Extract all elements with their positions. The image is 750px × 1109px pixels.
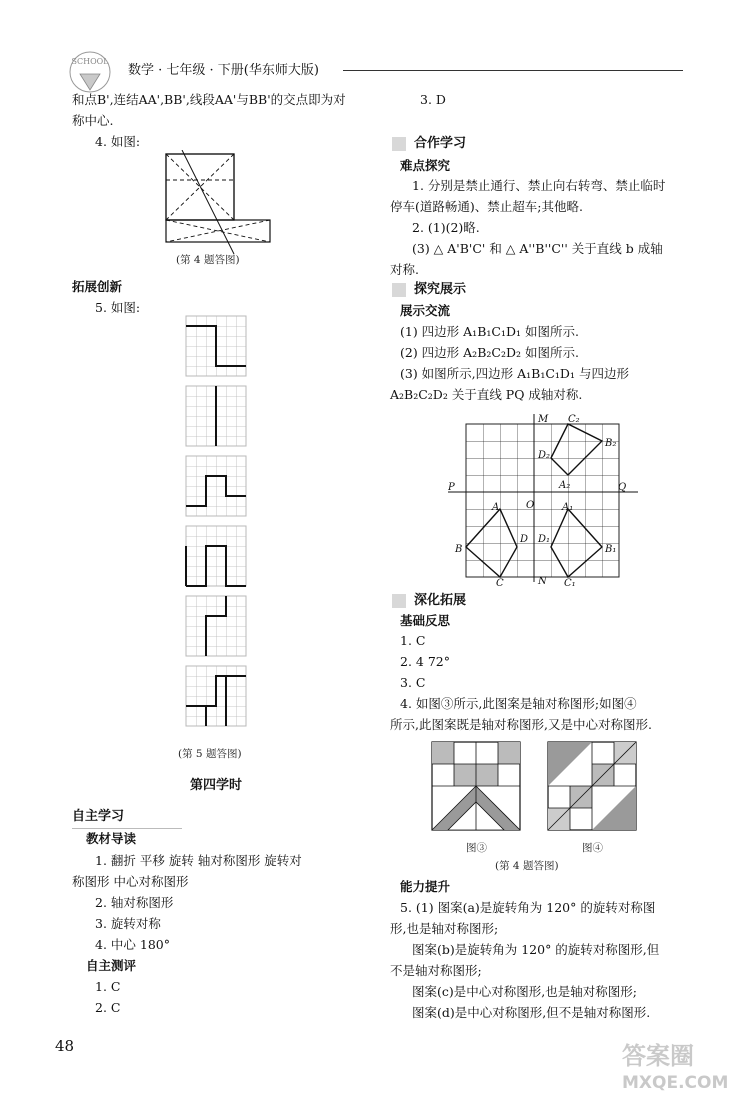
header-rule <box>343 70 683 71</box>
guide-2: 2. 轴对称图形 <box>95 895 174 910</box>
difficult-1b: 停车(道路畅通)、禁止超车;其他略. <box>390 199 583 214</box>
label-C: C <box>496 578 504 586</box>
guide-4: 4. 中心 180° <box>95 937 170 952</box>
guide-3: 3. 旋转对称 <box>95 916 161 931</box>
difficult-3a: (3) △ A'B'C' 和 △ A''B''C'' 关于直线 b 成轴 <box>412 241 663 256</box>
left-q5: 5. 如图: <box>95 300 141 315</box>
show-1: (1) 四边形 A₁B₁C₁D₁ 如图所示. <box>400 324 579 339</box>
basic-4a: 4. 如图③所示,此图案是轴对称图形;如图④ <box>400 696 637 711</box>
label-N: N <box>538 576 547 586</box>
basic-3: 3. C <box>400 675 426 690</box>
basic-title: 基础反思 <box>400 613 451 628</box>
ability-5e: 图案(c)是中心对称图形,也是轴对称图形; <box>412 984 637 999</box>
pattern-figures <box>430 740 640 832</box>
lesson-title: 第四学时 <box>190 778 243 793</box>
self-study-title: 自主学习 <box>72 809 125 824</box>
right-a3: 3. D <box>420 92 446 107</box>
deepen-title: 深化拓展 <box>414 593 467 608</box>
difficult-2: 2. (1)(2)略. <box>412 220 480 235</box>
label-D1: D₁ <box>538 534 551 545</box>
label-M: M <box>538 414 549 425</box>
coop-icon <box>392 137 406 151</box>
pattern-fig4 <box>548 742 636 830</box>
difficult-3b: 对称. <box>390 262 419 277</box>
fig5-panel-6 <box>186 666 246 726</box>
pattern-fig3 <box>432 742 520 830</box>
watermark-text: 答案圈 <box>622 1042 694 1070</box>
header-title: 数学 · 七年级 · 下册(华东师大版) <box>128 63 319 78</box>
difficult-title: 难点探究 <box>400 158 451 173</box>
test-1: 1. C <box>95 979 121 994</box>
fig4-caption: (第 4 题答图) <box>176 254 240 266</box>
label-A2: A₂ <box>559 480 571 491</box>
ability-5d: 不是轴对称图形; <box>390 963 482 978</box>
label-D2: D₂ <box>538 450 551 461</box>
label-P: P <box>448 482 455 493</box>
watermark-url: MXQE.COM <box>622 1073 729 1093</box>
basic-2: 2. 4 72° <box>400 654 450 669</box>
watermark-logo <box>622 1036 742 1104</box>
fig5-panel-5 <box>186 596 246 656</box>
left-para1: 和点B',连结AA',BB',线段AA'与BB'的交点即为对 <box>72 92 346 107</box>
fig4b-caption: (第 4 题答图) <box>495 860 559 872</box>
fig4-diagram <box>160 150 272 256</box>
ability-5a: 5. (1) 图案(a)是旋转角为 120° 的旋转对称图 <box>400 900 656 915</box>
label-C1: C₁ <box>564 578 576 586</box>
explore-title: 探究展示 <box>414 282 467 297</box>
fig5-caption: (第 5 题答图) <box>178 748 242 760</box>
fig5-panel-1 <box>186 316 246 376</box>
show-3a: (3) 如图所示,四边形 A₁B₁C₁D₁ 与四边形 <box>400 366 629 381</box>
fig5-panel-3 <box>186 456 246 516</box>
guide-1b: 称图形 中心对称图形 <box>72 874 189 889</box>
basic-4b: 所示,此图案既是轴对称图形,又是中心对称图形. <box>390 717 652 732</box>
label-A: A <box>492 502 500 513</box>
fig4b-label: 图④ <box>582 842 603 854</box>
label-D: D <box>520 534 529 545</box>
label-C2: C₂ <box>568 414 580 425</box>
left-q4: 4. 如图: <box>95 134 141 149</box>
show-title: 展示交流 <box>400 303 451 318</box>
show-2: (2) 四边形 A₂B₂C₂D₂ 如图所示. <box>400 345 579 360</box>
expand-title: 拓展创新 <box>72 279 123 294</box>
symmetry-grid-diagram <box>448 410 638 586</box>
explore-icon <box>392 283 406 297</box>
difficult-1a: 1. 分别是禁止通行、禁止向右转弯、禁止临时 <box>412 178 666 193</box>
ability-title: 能力提升 <box>400 879 451 894</box>
label-A1: A₁ <box>562 502 574 513</box>
textbook-guide: 教材导读 <box>86 831 137 846</box>
label-B2: B₂ <box>605 438 617 449</box>
show-3b: A₂B₂C₂D₂ 关于直线 PQ 成轴对称. <box>390 387 583 402</box>
coop-title: 合作学习 <box>414 136 467 151</box>
ability-5c: 图案(b)是旋转角为 120° 的旋转对称图形,但 <box>412 942 660 957</box>
label-B1: B₁ <box>605 544 617 555</box>
left-para1b: 称中心. <box>72 113 114 128</box>
label-B: B <box>455 544 463 555</box>
self-test-title: 自主测评 <box>86 958 137 973</box>
fig5-panel-4 <box>186 526 246 586</box>
test-2: 2. C <box>95 1000 121 1015</box>
ability-5f: 图案(d)是中心对称图形,但不是轴对称图形. <box>412 1005 651 1020</box>
ability-5b: 形,也是轴对称图形; <box>390 921 499 936</box>
guide-1a: 1. 翻折 平移 旋转 轴对称图形 旋转对 <box>95 853 302 868</box>
fig5-grids <box>180 312 252 742</box>
label-O: O <box>526 500 535 511</box>
fig5-panel-2 <box>186 386 246 446</box>
basic-1: 1. C <box>400 633 426 648</box>
page-number: 48 <box>55 1037 75 1055</box>
fig3-label: 图③ <box>466 842 487 854</box>
deepen-icon <box>392 594 406 608</box>
svg-text:SCHOOL: SCHOOL <box>71 57 109 66</box>
label-Q: Q <box>618 482 627 493</box>
